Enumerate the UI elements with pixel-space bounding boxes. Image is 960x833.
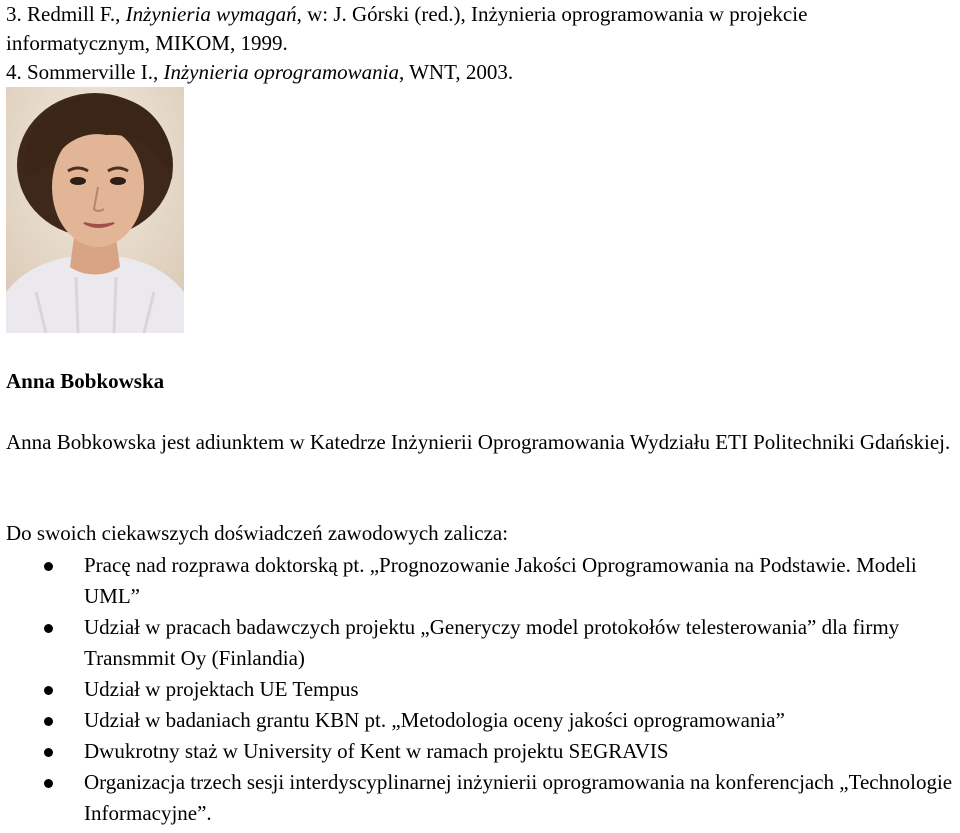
list-item-text: Udział w projektach UE Tempus [84,677,359,701]
experience-intro: Do swoich ciekawszych doświadczeń zawodowych zalicza: [6,521,509,545]
list-item [0,767,955,829]
list-item [0,612,955,674]
list-item-text: Dwukrotny staż w University of Kent w ramach projektu SEGRAVIS [84,739,669,763]
reference-details: , WNT, 2003. [398,60,514,84]
list-item [0,550,955,612]
list-item-text: Udział w badaniach grantu KBN pt. „Metodologia oceny jakości oprogramowania” [84,708,785,732]
reference-item [6,58,956,87]
list-item-text: Organizacja trzech sesji interdyscyplinarnej inżynierii oprogramowania na konferencjach „Technologie Informacyjne”. [84,770,953,825]
author-photo [6,87,184,333]
bullet-icon [44,779,53,788]
bullet-icon [44,717,53,726]
reference-number: 4. [6,60,22,84]
reference-author: Redmill F., [27,2,126,26]
author-bio: Anna Bobkowska jest adiunktem w Katedrze Inżynierii Oprogramowania Wydziału ETI Politechniki Gdańskiej. [6,430,951,454]
list-item-text: Pracę nad rozprawa doktorską pt. „Prognozowanie Jakości Oprogramowania na Podstawie. Modeli UML” [84,553,917,608]
reference-number: 3. [6,2,22,26]
list-item [0,736,955,767]
reference-details: , w: J. Górski (red.), Inżynieria oprogramowania w projekcie informatycznym, MIKOM, 1999. [6,2,808,55]
bullet-icon [44,686,53,695]
list-item-text: Udział w pracach badawczych projektu „Generyczy model protokołów telesterowania” dla firmy Transmmit Oy (Finlandia) [84,615,900,670]
reference-item [6,0,956,58]
reference-title: Inżynieria wymagań [125,2,297,26]
list-item [0,705,955,736]
bullet-icon [44,562,53,571]
list-item [0,674,955,705]
author-name: Anna Bobkowska [6,369,165,393]
experience-list [0,550,955,829]
references-list [6,0,956,87]
bullet-icon [44,748,53,757]
reference-title: Inżynieria oprogramowania [163,60,399,84]
reference-author: Sommerville I., [27,60,164,84]
bullet-icon [44,624,53,633]
